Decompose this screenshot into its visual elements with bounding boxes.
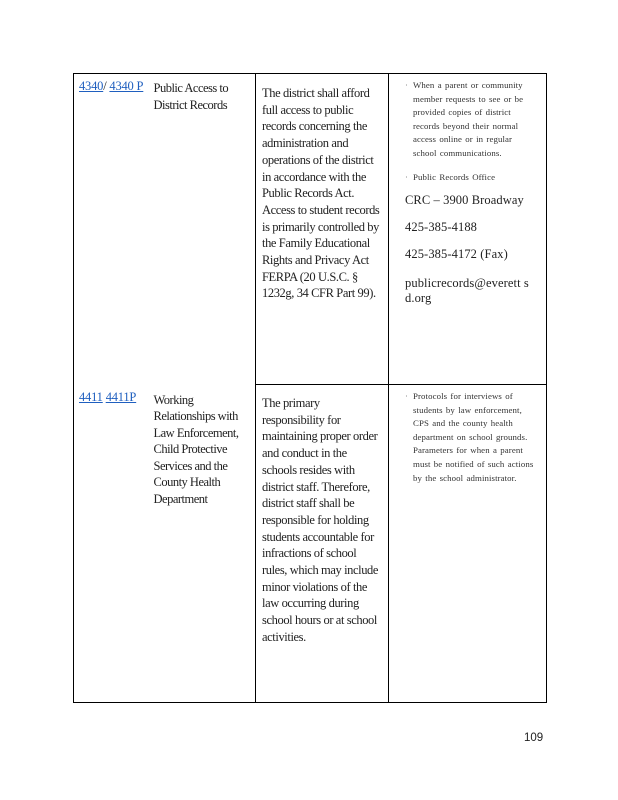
table-row bbox=[74, 385, 547, 703]
policy-table bbox=[73, 73, 547, 703]
list-item bbox=[405, 171, 538, 185]
policy-title: Working Relationships with Law Enforcement, Child Protective Services and the County Health Department bbox=[153, 392, 239, 506]
bullet-text: Protocols for interviews of students by law enforcement, CPS and the county health department on school grounds. Parameters for when a parent must be notified of such actions by the school administrator. bbox=[413, 391, 534, 483]
bullet-icon: · bbox=[405, 391, 409, 401]
page-number: 109 bbox=[524, 732, 544, 744]
contact-cell bbox=[389, 385, 547, 703]
procedure-link-4340p[interactable]: 4340 P bbox=[109, 79, 144, 93]
policy-title-cell bbox=[150, 74, 256, 385]
bullet-icon: · bbox=[405, 171, 409, 182]
policy-title-cell bbox=[150, 385, 256, 703]
contact-phone: 425-385-4188 bbox=[405, 220, 478, 235]
policy-title: Public Access to District Records bbox=[153, 81, 229, 112]
bullet-text: When a parent or community member requests to see or be provided copies of district records beyond their normal access online or in regular school communications. bbox=[413, 80, 524, 158]
code-separator: / bbox=[103, 79, 110, 93]
policy-code-cell bbox=[74, 74, 150, 385]
policy-description: The district shall afford full access to public records concerning the administration and operations of the district in accordance with the Public Records Act. Access to student records is primarily controlled by the Family Educational Rights and Privacy Act FERPA (20 U.S.C. § 1232g, 34 CFR Part 99). bbox=[262, 86, 380, 301]
bullet-text: Public Records Office bbox=[413, 171, 496, 182]
list-item bbox=[405, 390, 538, 485]
bullet-icon: · bbox=[405, 80, 409, 90]
contact-cell bbox=[389, 74, 547, 385]
policy-code-cell bbox=[74, 385, 150, 703]
contact-address: CRC – 3900 Broadway bbox=[405, 193, 524, 208]
policy-link-4340[interactable]: 4340 bbox=[79, 79, 104, 93]
contact-email: publicrecords@everett sd.org bbox=[405, 276, 529, 306]
procedure-link-4411p[interactable]: 4411P bbox=[105, 389, 137, 404]
policy-description-cell bbox=[256, 74, 389, 385]
table-row bbox=[74, 74, 547, 385]
list-item bbox=[405, 79, 538, 161]
policy-description-cell bbox=[256, 385, 389, 703]
contact-fax: 425-385-4172 (Fax) bbox=[405, 247, 508, 262]
policy-description: The primary responsibility for maintaining proper order and conduct in the schools resides with district staff. Therefore, district staff shall be responsible for holding students accountable for infractions of school rules, which may include minor violations of the law occurring during school hours or at school activities. bbox=[262, 396, 379, 644]
policy-link-4411[interactable]: 4411 bbox=[79, 389, 103, 404]
